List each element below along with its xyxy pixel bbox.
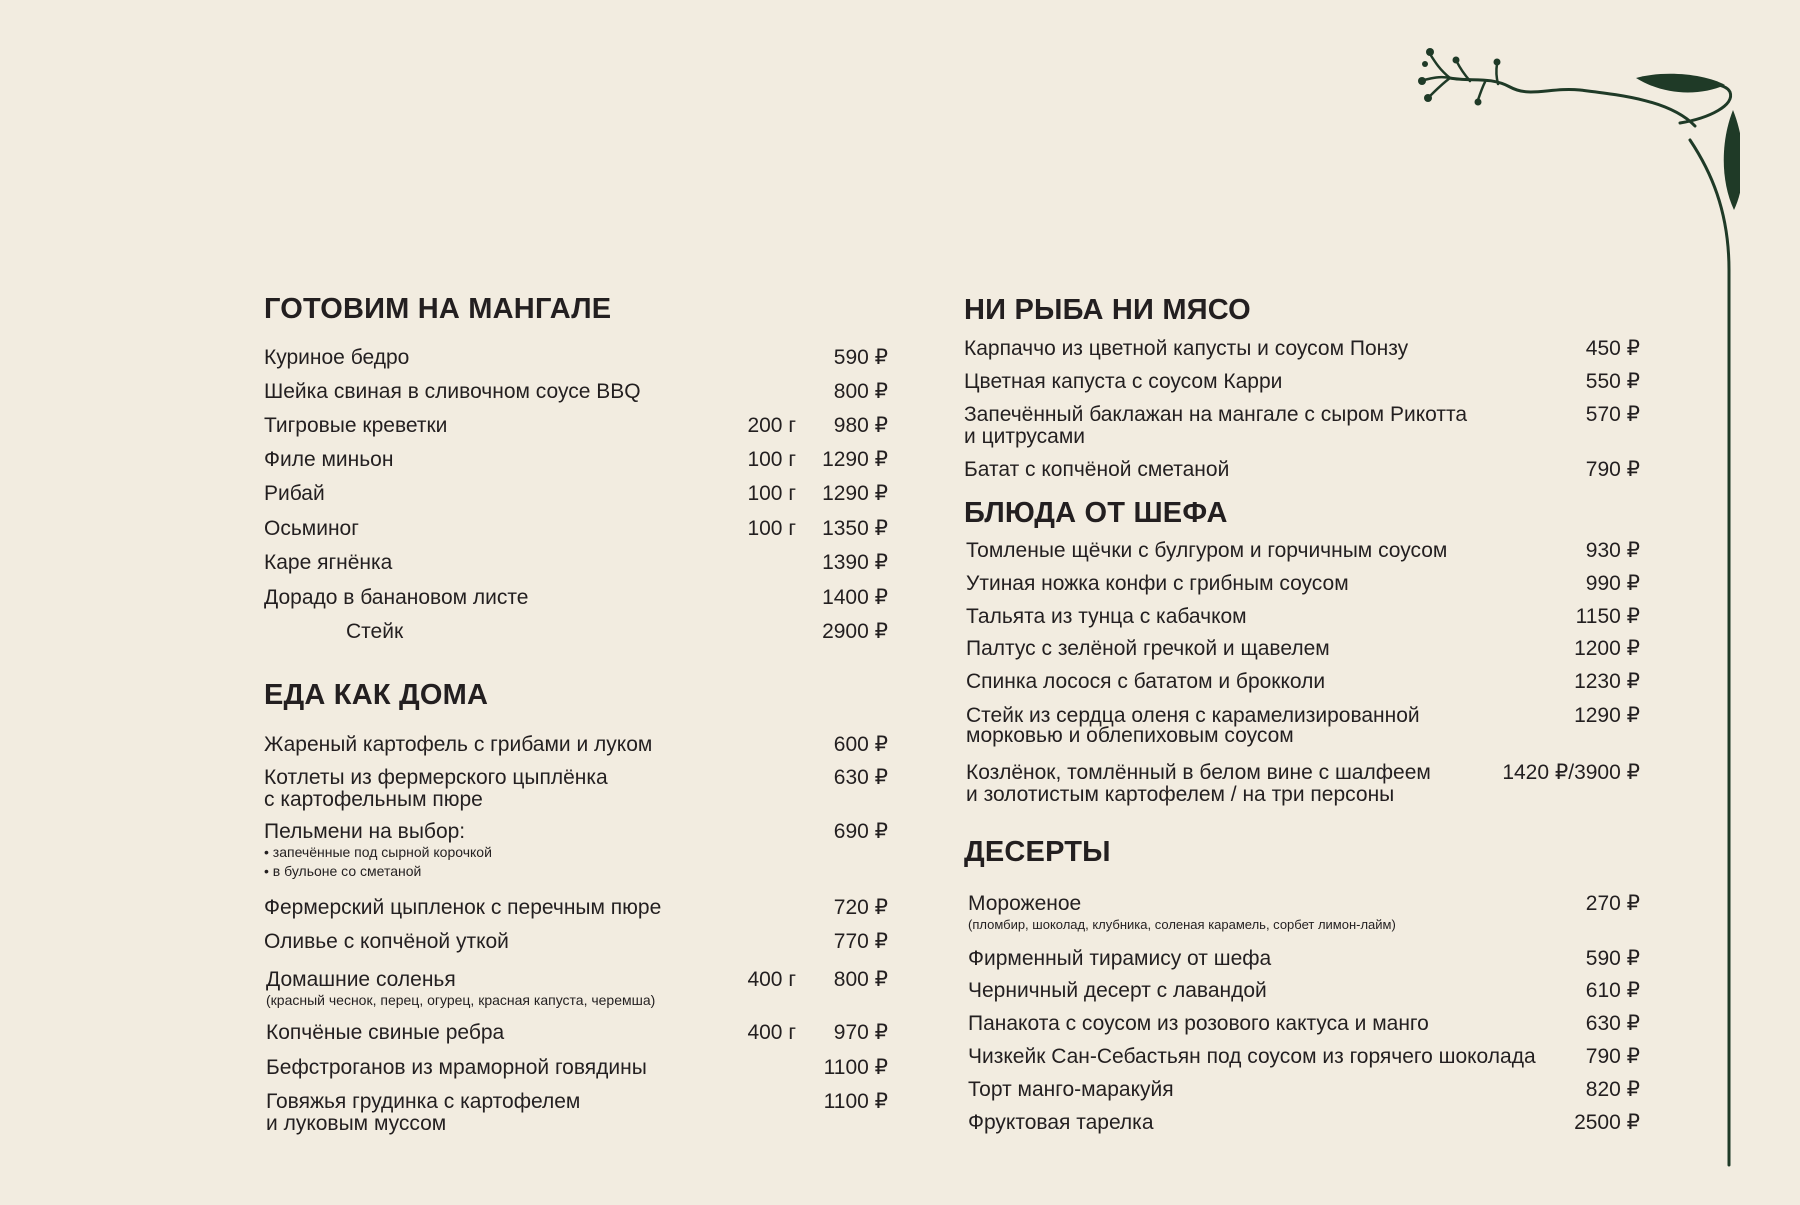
item-name: Панакота с соусом из розового кактуса и манго <box>968 1012 1429 1035</box>
section-title-desserts: ДЕСЕРТЫ <box>964 836 1111 868</box>
item-name: Копчёные свиные ребра <box>266 1021 505 1044</box>
item-name: Тальята из тунца с кабачком <box>966 605 1247 628</box>
item-price: 590 ₽ <box>833 346 888 369</box>
item-note: • в бульоне со сметаной <box>264 863 422 879</box>
section-title-mangal: ГОТОВИМ НА МАНГАЛЕ <box>264 293 612 325</box>
menu-item <box>264 552 888 574</box>
menu-item <box>264 415 888 437</box>
menu-item <box>264 734 888 756</box>
item-name: Фермерский цыпленок с перечным пюре <box>264 896 662 919</box>
item-name: Фруктовая тарелка <box>968 1111 1154 1134</box>
item-price: 980 ₽ <box>833 414 888 437</box>
item-name: Говяжья грудинка с картофелем <box>266 1090 581 1113</box>
item-price: 600 ₽ <box>833 733 888 756</box>
item-name: Шейка свиная в сливочном соусе BBQ <box>264 380 641 403</box>
item-name: Чизкейк Сан-Себастьян под соусом из горячего шоколада <box>968 1045 1536 1068</box>
item-name: Дорадо в банановом листе <box>264 586 529 609</box>
item-price: 570 ₽ <box>1585 403 1640 426</box>
item-note: (красный чеснок, перец, огурец, красная капуста, черемша) <box>266 992 656 1008</box>
item-name: Козлёнок, томлённый в белом вине с шалфеем <box>966 761 1431 784</box>
menu-item <box>264 1022 888 1044</box>
item-price: 800 ₽ <box>833 968 888 991</box>
item-price: 1390 ₽ <box>822 551 888 574</box>
item-price: 790 ₽ <box>1585 1045 1640 1068</box>
item-price: 550 ₽ <box>1585 370 1640 393</box>
item-price: 1350 ₽ <box>822 517 888 540</box>
section-title-veg: НИ РЫБА НИ МЯСО <box>964 294 1251 326</box>
item-price: 1400 ₽ <box>822 586 888 609</box>
item-name: Куриное бедро <box>264 346 410 369</box>
menu-item <box>264 518 888 540</box>
menu-item <box>264 1057 888 1079</box>
item-price: 1420 ₽/3900 ₽ <box>1502 761 1640 784</box>
item-name: Мороженое <box>968 892 1082 915</box>
item-weight: 100 г <box>747 482 796 505</box>
menu-item <box>264 347 888 369</box>
item-price: 2500 ₽ <box>1574 1111 1640 1134</box>
item-weight: 400 г <box>747 968 796 991</box>
item-name-line2: и луковым муссом <box>266 1112 447 1135</box>
vine-ornament-icon <box>1380 40 1740 1170</box>
item-name: Фирменный тирамису от шефа <box>968 947 1272 970</box>
item-name: Осьминог <box>264 517 359 540</box>
item-price: 930 ₽ <box>1585 539 1640 562</box>
item-price: 1290 ₽ <box>822 482 888 505</box>
item-weight: 400 г <box>747 1021 796 1044</box>
item-name: Тигровые креветки <box>264 414 448 437</box>
item-name-line2: и цитрусами <box>964 425 1085 448</box>
menu-item <box>264 587 888 609</box>
menu-item <box>264 1091 888 1135</box>
item-note: • запечённые под сырной корочкой <box>264 844 492 860</box>
item-price: 790 ₽ <box>1585 458 1640 481</box>
item-price: 1290 ₽ <box>822 448 888 471</box>
menu-item <box>264 449 888 471</box>
item-name: Котлеты из фермерского цыплёнка <box>264 766 608 789</box>
item-name: Филе миньон <box>264 448 394 471</box>
menu-item <box>264 381 888 403</box>
item-name: Каре ягнёнка <box>264 551 393 574</box>
item-price: 1150 ₽ <box>1575 605 1640 628</box>
item-weight: 100 г <box>747 517 796 540</box>
item-name: Спинка лосося с бататом и брокколи <box>966 670 1326 693</box>
item-price: 1100 ₽ <box>823 1090 888 1113</box>
item-price: 990 ₽ <box>1585 572 1640 595</box>
item-name: Цветная капуста с соусом Карри <box>964 370 1283 393</box>
item-name: Рибай <box>264 482 325 505</box>
item-price: 1290 ₽ <box>1574 704 1640 727</box>
item-name-line2: с картофельным пюре <box>264 788 483 811</box>
item-price: 590 ₽ <box>1585 947 1640 970</box>
item-name: Стейк из сердца оленя с карамелизированной <box>966 704 1420 727</box>
item-price: 770 ₽ <box>833 930 888 953</box>
item-price: 630 ₽ <box>1585 1012 1640 1035</box>
item-price: 820 ₽ <box>1585 1078 1640 1101</box>
item-name: Домашние соленья <box>266 968 456 991</box>
item-name: Пельмени на выбор: <box>264 820 466 843</box>
section-title-home: ЕДА КАК ДОМА <box>264 679 489 711</box>
section-title-chef: БЛЮДА ОТ ШЕФА <box>964 497 1228 529</box>
menu-item <box>264 931 888 953</box>
item-name-line2: и золотистым картофелем / на три персоны <box>966 783 1395 806</box>
item-name: Запечённый баклажан на мангале с сыром Рикотта <box>964 403 1468 426</box>
item-price: 1200 ₽ <box>1574 637 1640 660</box>
item-price: 2900 ₽ <box>822 620 888 643</box>
item-price: 1230 ₽ <box>1574 670 1640 693</box>
item-price: 610 ₽ <box>1585 979 1640 1002</box>
item-name: Бефстроганов из мраморной говядины <box>266 1056 647 1079</box>
item-name: Утиная ножка конфи с грибным соусом <box>966 572 1349 595</box>
menu-item <box>264 767 888 811</box>
item-name: Жареный картофель с грибами и луком <box>264 733 653 756</box>
item-price: 690 ₽ <box>833 820 888 843</box>
item-name: Карпаччо из цветной капусты и соусом Понзу <box>964 337 1409 360</box>
item-name: Черничный десерт с лавандой <box>968 979 1267 1002</box>
item-name: Томленые щёчки с булгуром и горчичным соусом <box>966 539 1448 562</box>
item-name: Стейк <box>346 620 404 643</box>
item-price: 970 ₽ <box>833 1021 888 1044</box>
menu-item <box>264 483 888 505</box>
item-price: 720 ₽ <box>833 896 888 919</box>
item-name: Торт манго-маракуйя <box>968 1078 1174 1101</box>
menu-item <box>264 969 888 1010</box>
item-price: 1100 ₽ <box>823 1056 888 1079</box>
item-price: 630 ₽ <box>833 766 888 789</box>
item-name: Батат с копчёной сметаной <box>964 458 1230 481</box>
item-weight: 100 г <box>747 448 796 471</box>
menu-item <box>264 897 888 919</box>
item-price: 270 ₽ <box>1585 892 1640 915</box>
menu-item <box>264 621 888 643</box>
item-name-line2: морковью и облепиховым соусом <box>966 724 1294 747</box>
item-name: Палтус с зелёной гречкой и щавелем <box>966 637 1330 660</box>
item-price: 800 ₽ <box>833 380 888 403</box>
item-price: 450 ₽ <box>1585 337 1640 360</box>
item-note: (пломбир, шоколад, клубника, соленая карамель, сорбет лимон-лайм) <box>968 917 1396 932</box>
menu-item <box>264 821 888 881</box>
item-weight: 200 г <box>747 414 796 437</box>
item-name: Оливье с копчёной уткой <box>264 930 509 953</box>
